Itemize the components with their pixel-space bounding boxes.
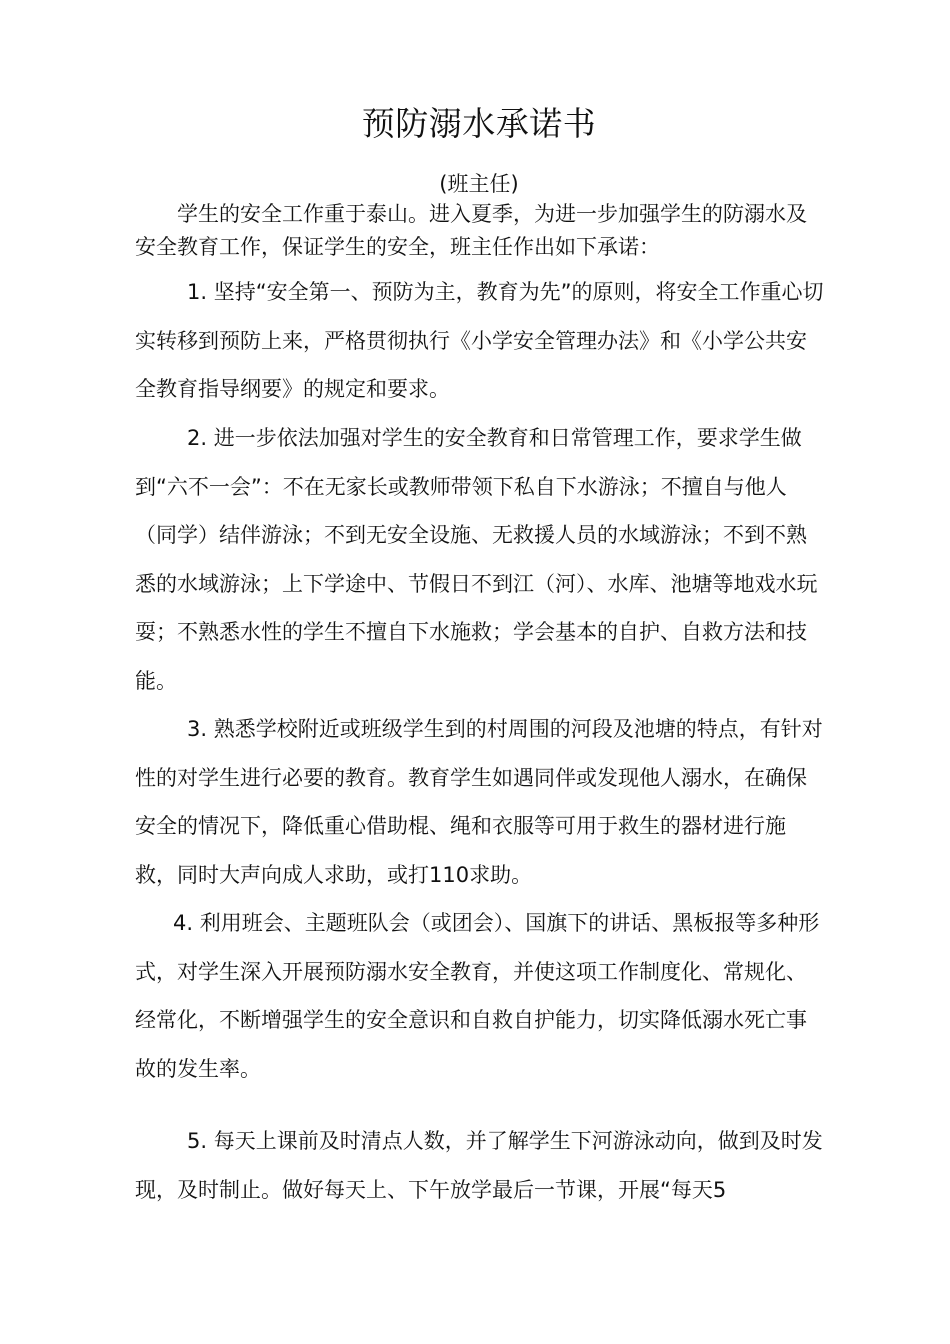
pledge-item-5: 5. 每天上课前及时清点人数，并了解学生下河游泳动向，做到及时发现，及时制止。做好每天上、下午放学最后一节课，开展“每天5 — [135, 1129, 823, 1202]
document-subtitle: (班主任) — [439, 172, 519, 196]
intro-paragraph: 学生的安全工作重于泰山。进入夏季，为进一步加强学生的防溺水及安全教育工作，保证学生的安全，班主任作出如下承诺： — [135, 202, 807, 259]
pledge-item-4: 4. 利用班会、主题班队会（或团会）、国旗下的讲话、黑板报等多种形式，对学生深入开展预防溺水安全教育，并使这项工作制度化、常规化、经常化，不断增强学生的安全意识和自救自护能力，切实降低溺水死亡事故的发生率。 — [135, 911, 820, 1081]
pledge-item-1: 1. 坚持“安全第一、预防为主，教育为先”的原则，将安全工作重心切实转移到预防上来，严格贯彻执行《小学安全管理办法》和《小学公共安全教育指导纲要》的规定和要求。 — [135, 280, 824, 401]
pledge-item-3: 3. 熟悉学校附近或班级学生到的村周围的河段及池塘的特点，有针对性的对学生进行必要的教育。教育学生如遇同伴或发现他人溺水，在确保安全的情况下，降低重心借助棍、绳和衣服等可用于救生的器材进行施救，同时大声向成人求助，或打110求助。 — [135, 717, 823, 887]
document-title: 预防溺水承诺书 — [361, 104, 597, 143]
pledge-item-2: 2. 进一步依法加强对学生的安全教育和日常管理工作，要求学生做到“六不一会”：不在无家长或教师带领下私自下水游泳；不擅自与他人（同学）结伴游泳；不到无安全设施、无救援人员的水域游泳；不到不熟悉的水域游泳；上下学途中、节假日不到江（河）、水库、池塘等地戏水玩耍；不熟悉水性的学生不擅自下水施救；学会基本的自护、自救方法和技能。 — [135, 426, 818, 693]
